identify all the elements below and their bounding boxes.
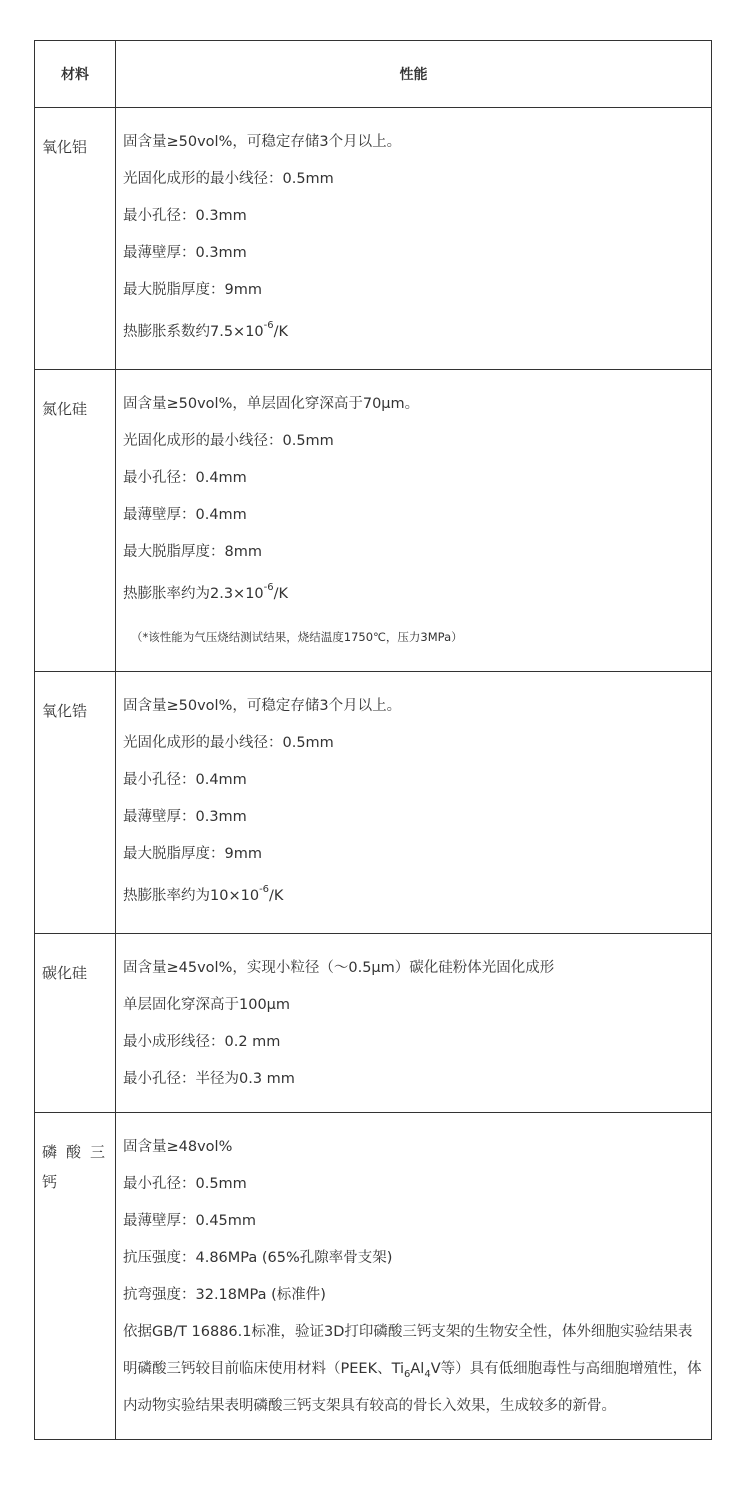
property-line: 最大脱脂厚度：8mm — [123, 544, 262, 560]
property-line: 抗弯强度：32.18MPa (标准件) — [123, 1287, 326, 1303]
property-line: 最大脱脂厚度：9mm — [123, 846, 262, 862]
table-row — [35, 672, 712, 934]
property-line: 固含量≥50vol%，单层固化穿深高于70μm。 — [123, 396, 420, 412]
property-cell — [116, 1113, 712, 1440]
table-header-row — [35, 41, 712, 108]
property-line: 固含量≥48vol% — [123, 1139, 233, 1155]
thermal-expansion-line: 热膨胀率约为$2.3\times 10^{-6}/K$ — [123, 582, 289, 602]
material-name: 氧化锆 — [35, 672, 116, 934]
biosafety-paragraph: 依据GB/T 16886.1标准，验证3D打印磷酸三钙支架的生物安全性，体外细胞实验结果表明磷酸三钙较目前临床使用材料（PEEK、$Ti_6Al_4V$等）具有低细胞毒性与高细胞增殖性，体内动物实验结果表明磷酸三钙支架具有较高的骨长入效果，生成较多的新骨。 — [123, 1324, 702, 1414]
property-line: 抗压强度：4.86MPa (65%孔隙率骨支架) — [123, 1250, 393, 1266]
property-cell — [116, 934, 712, 1113]
property-line: 光固化成形的最小线径：0.5mm — [123, 433, 334, 449]
property-line: 光固化成形的最小线径：0.5mm — [123, 171, 334, 187]
material-properties-table — [34, 40, 712, 1440]
table-row — [35, 1113, 712, 1440]
table-row — [35, 108, 712, 370]
property-line: 最薄壁厚：0.3mm — [123, 245, 247, 261]
header-material: 材料 — [35, 41, 116, 108]
property-line: 最小孔径：0.3mm — [123, 208, 247, 224]
footnote: （*该性能为气压烧结测试结果，烧结温度1750℃，压力3MPa） — [131, 630, 463, 644]
property-line: 最小成形线径：0.2 mm — [123, 1034, 281, 1050]
material-name: 磷酸三钙 — [35, 1113, 116, 1440]
property-cell — [116, 672, 712, 934]
property-line: 最小孔径：0.4mm — [123, 470, 247, 486]
property-line: 最小孔径：0.4mm — [123, 772, 247, 788]
property-line: 最薄壁厚：0.4mm — [123, 507, 247, 523]
header-property: 性能 — [116, 41, 712, 108]
material-name: 碳化硅 — [35, 934, 116, 1113]
table-row — [35, 370, 712, 672]
material-name: 氮化硅 — [35, 370, 116, 672]
property-line: 最小孔径：半径为0.3 mm — [123, 1071, 295, 1087]
table-row — [35, 934, 712, 1113]
property-line: 单层固化穿深高于100μm — [123, 997, 291, 1013]
property-line: 最薄壁厚：0.45mm — [123, 1213, 257, 1229]
property-line: 最薄壁厚：0.3mm — [123, 809, 247, 825]
property-line: 固含量≥50vol%，可稳定存储3个月以上。 — [123, 134, 402, 150]
property-cell — [116, 108, 712, 370]
thermal-expansion-line: 热膨胀系数约$7.5\times 10^{-6}/K$ — [123, 320, 289, 340]
property-line: 光固化成形的最小线径：0.5mm — [123, 735, 334, 751]
property-line: 固含量≥50vol%，可稳定存储3个月以上。 — [123, 698, 402, 714]
thermal-expansion-line: 热膨胀率约为$10\times 10^{-6}/K$ — [123, 884, 284, 904]
property-cell — [116, 370, 712, 672]
material-name: 氧化铝 — [35, 108, 116, 370]
property-line: 最大脱脂厚度：9mm — [123, 282, 262, 298]
property-line: 固含量≥45vol%，实现小粒径（～0.5μm）碳化硅粉体光固化成形 — [123, 960, 555, 976]
property-line: 最小孔径：0.5mm — [123, 1176, 247, 1192]
